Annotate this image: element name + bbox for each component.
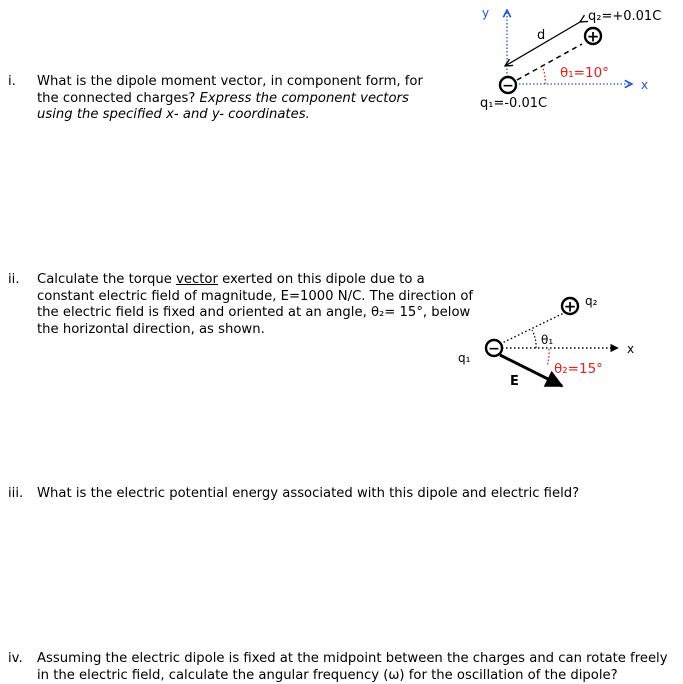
figure-1-dipole xyxy=(480,6,661,111)
plus-symbol: + xyxy=(586,27,600,46)
q1-label: q₁=-0.01C xyxy=(480,96,548,111)
theta1-arc xyxy=(542,66,545,84)
question-3-number: iii. xyxy=(8,486,24,501)
electric-field-label: E xyxy=(510,374,519,389)
positive-charge-q2 xyxy=(585,28,601,46)
question-4-number: iv. xyxy=(8,651,23,666)
question-1-text: What is the dipole moment vector, in component form, for the connected charges? xyxy=(37,74,423,106)
question-2-text-start: Calculate the torque xyxy=(37,272,177,287)
theta1-arc-2 xyxy=(532,330,536,348)
negative-charge-q1 xyxy=(500,77,516,94)
question-1-number: i. xyxy=(8,74,16,89)
question-3-text: What is the electric potential energy associated with this dipole and electric field? xyxy=(37,486,580,501)
theta2-arc xyxy=(547,349,549,366)
question-4-text: Assuming the electric dipole is fixed at the midpoint between the charges and can rotate freely in the electric field, calculate the angular frequency (ω) for the oscillation of the dipole? xyxy=(37,651,668,683)
minus-symbol: − xyxy=(502,78,514,94)
theta1-label-2: θ₁ xyxy=(541,333,554,347)
dipole-axis-dotted xyxy=(500,312,566,344)
x-axis-label: x xyxy=(641,78,649,92)
theta2-label: θ₂=15° xyxy=(554,361,603,377)
q2-label-2: q₂ xyxy=(585,294,598,308)
q2-label: q₂=+0.01C xyxy=(588,9,662,24)
plus-symbol-2: + xyxy=(563,297,577,316)
positive-charge-q2-2 xyxy=(562,298,578,316)
question-2-text-end: exerted on this dipole due to a constant electric field of magnitude, E=1000 N/C. The direction of the electric field is fixed and oriented at an angle, θ₂= 15°, below the horizontal direction, as shown. xyxy=(37,272,474,337)
question-2-number: ii. xyxy=(8,272,20,287)
figure-2-dipole-in-field xyxy=(458,294,634,389)
theta1-label: θ₁=10° xyxy=(560,65,609,81)
question-2-underlined-word: vector xyxy=(176,272,218,287)
x-axis-label-2: x xyxy=(627,342,635,356)
y-axis-label: y xyxy=(482,6,490,20)
question-1-instruction: Express the component vectors using the specified x- and y- coordinates. xyxy=(37,90,409,122)
separation-label: d xyxy=(537,28,546,43)
minus-symbol-2: − xyxy=(488,341,500,357)
negative-charge-q1-2 xyxy=(486,340,502,357)
q1-label-2: q₁ xyxy=(458,351,471,365)
